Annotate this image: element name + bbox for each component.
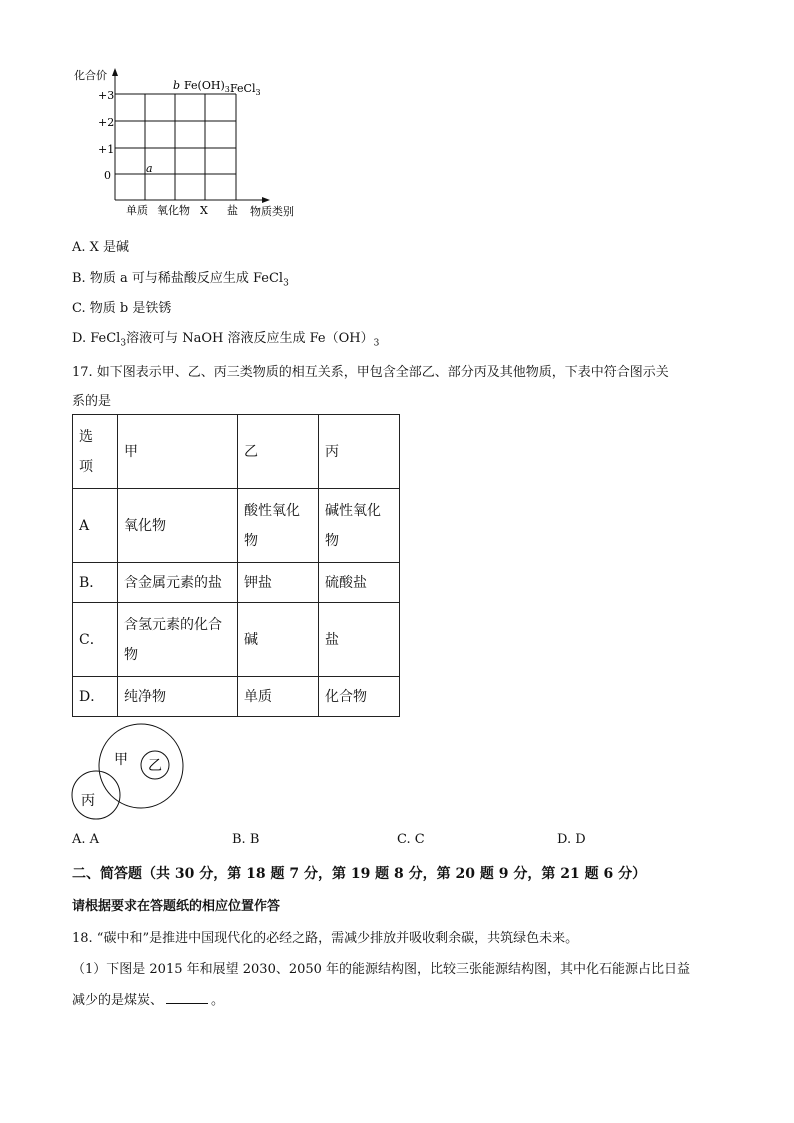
venn-diagram: [70, 722, 200, 822]
table-cell: 酸性氧化 物: [238, 489, 319, 563]
table-row: [73, 603, 400, 677]
table-cell: 钾盐: [238, 563, 319, 603]
table-cell: 含金属元素的盐: [118, 563, 238, 603]
table-cell: A: [73, 489, 118, 563]
table-cell: 单质: [238, 677, 319, 717]
table-cell: B．: [73, 563, 118, 603]
q17-option-d: D. D: [557, 832, 586, 847]
section-title: 二、简答题（共 30 分，第 18 题 7 分，第 19 题 8 分，第 20 题 9 分，第 21 题 6 分）: [72, 866, 647, 882]
y-tick-label: +2: [98, 116, 115, 129]
table-row: [73, 677, 400, 717]
table-cell: 纯净物: [118, 677, 238, 717]
q16-option-a: A. X 是碱: [72, 240, 130, 255]
x-axis-label: 物质类别: [250, 205, 294, 218]
x-tick-label: 单质: [126, 204, 148, 217]
q17-stem-line2: 系的是: [72, 394, 112, 409]
q17-stem-line1: 17. 如下图表示甲、乙、丙三类物质的相互关系，甲包含全部乙、部分丙及其他物质，下表中符合图示关: [72, 365, 669, 380]
valence-diagram: [60, 62, 320, 222]
q17-option-c: C. C: [397, 832, 425, 847]
x-tick-label: X: [200, 204, 208, 217]
table-row: [73, 563, 400, 603]
point-label-feoh3: $Fe(OH)_3$: [184, 79, 230, 94]
circle-bing: [72, 771, 120, 819]
x-tick-label: 盐: [227, 204, 238, 217]
table-cell: 丙: [319, 415, 400, 489]
table-cell: 化合物: [319, 677, 400, 717]
table-cell: D．: [73, 677, 118, 717]
q16-option-c: C. 物质 b 是铁锈: [72, 301, 172, 316]
q17-options-table: [72, 414, 400, 717]
y-tick-label: +3: [98, 89, 115, 102]
y-tick-label: +1: [98, 143, 115, 156]
venn-label-yi: 乙: [148, 758, 162, 774]
table-cell: 选 项: [73, 415, 118, 489]
y-tick-label: 0: [104, 169, 111, 182]
table-cell: 氧化物: [118, 489, 238, 563]
q18-stem: 18. “碳中和”是推进中国现代化的必经之路，需减少排放并吸收剩余碳，共筑绿色未来。: [72, 931, 579, 946]
point-label-a: a: [146, 162, 153, 175]
table-row: [73, 489, 400, 563]
point-label-b: b: [173, 79, 181, 92]
table-cell: 碱: [238, 603, 319, 677]
x-tick-label: 氧化物: [157, 204, 190, 217]
q18-sub1-line1: （1）下图是 2015 年和展望 2030、2050 年的能源结构图，比较三张能源结构图，其中化石能源占比日益: [72, 962, 691, 977]
section-instruction: 请根据要求在答题纸的相应位置作答: [72, 899, 281, 914]
y-axis-arrow: [112, 68, 118, 76]
table-cell: C．: [73, 603, 118, 677]
table-cell: 硫酸盐: [319, 563, 400, 603]
table-cell: 盐: [319, 603, 400, 677]
q18-sub1-line2: 减少的是煤炭、 。: [72, 993, 225, 1008]
x-axis-arrow: [262, 197, 270, 203]
y-axis-label: 化合价: [74, 69, 107, 82]
table-cell: 含氢元素的化合 物: [118, 603, 238, 677]
venn-label-jia: 甲: [114, 752, 128, 768]
q16-option-d: D. FeCl$_3$溶液可与 NaOH 溶液反应生成 $Fe(OH)_3$: [72, 331, 380, 349]
table-cell: 甲: [118, 415, 238, 489]
answer-blank[interactable]: [166, 991, 208, 1004]
q17-option-a: A. A: [72, 832, 100, 847]
point-label-fecl3: FeCl$_3$: [230, 82, 261, 97]
table-cell: 乙: [238, 415, 319, 489]
table-header-row: [73, 415, 400, 489]
venn-label-bing: 丙: [81, 793, 95, 809]
table-cell: 碱性氧化 物: [319, 489, 400, 563]
q16-option-b: B. 物质 a 可与稀盐酸反应生成 FeCl$_3$: [72, 271, 289, 289]
q17-option-b: B. B: [232, 832, 260, 847]
